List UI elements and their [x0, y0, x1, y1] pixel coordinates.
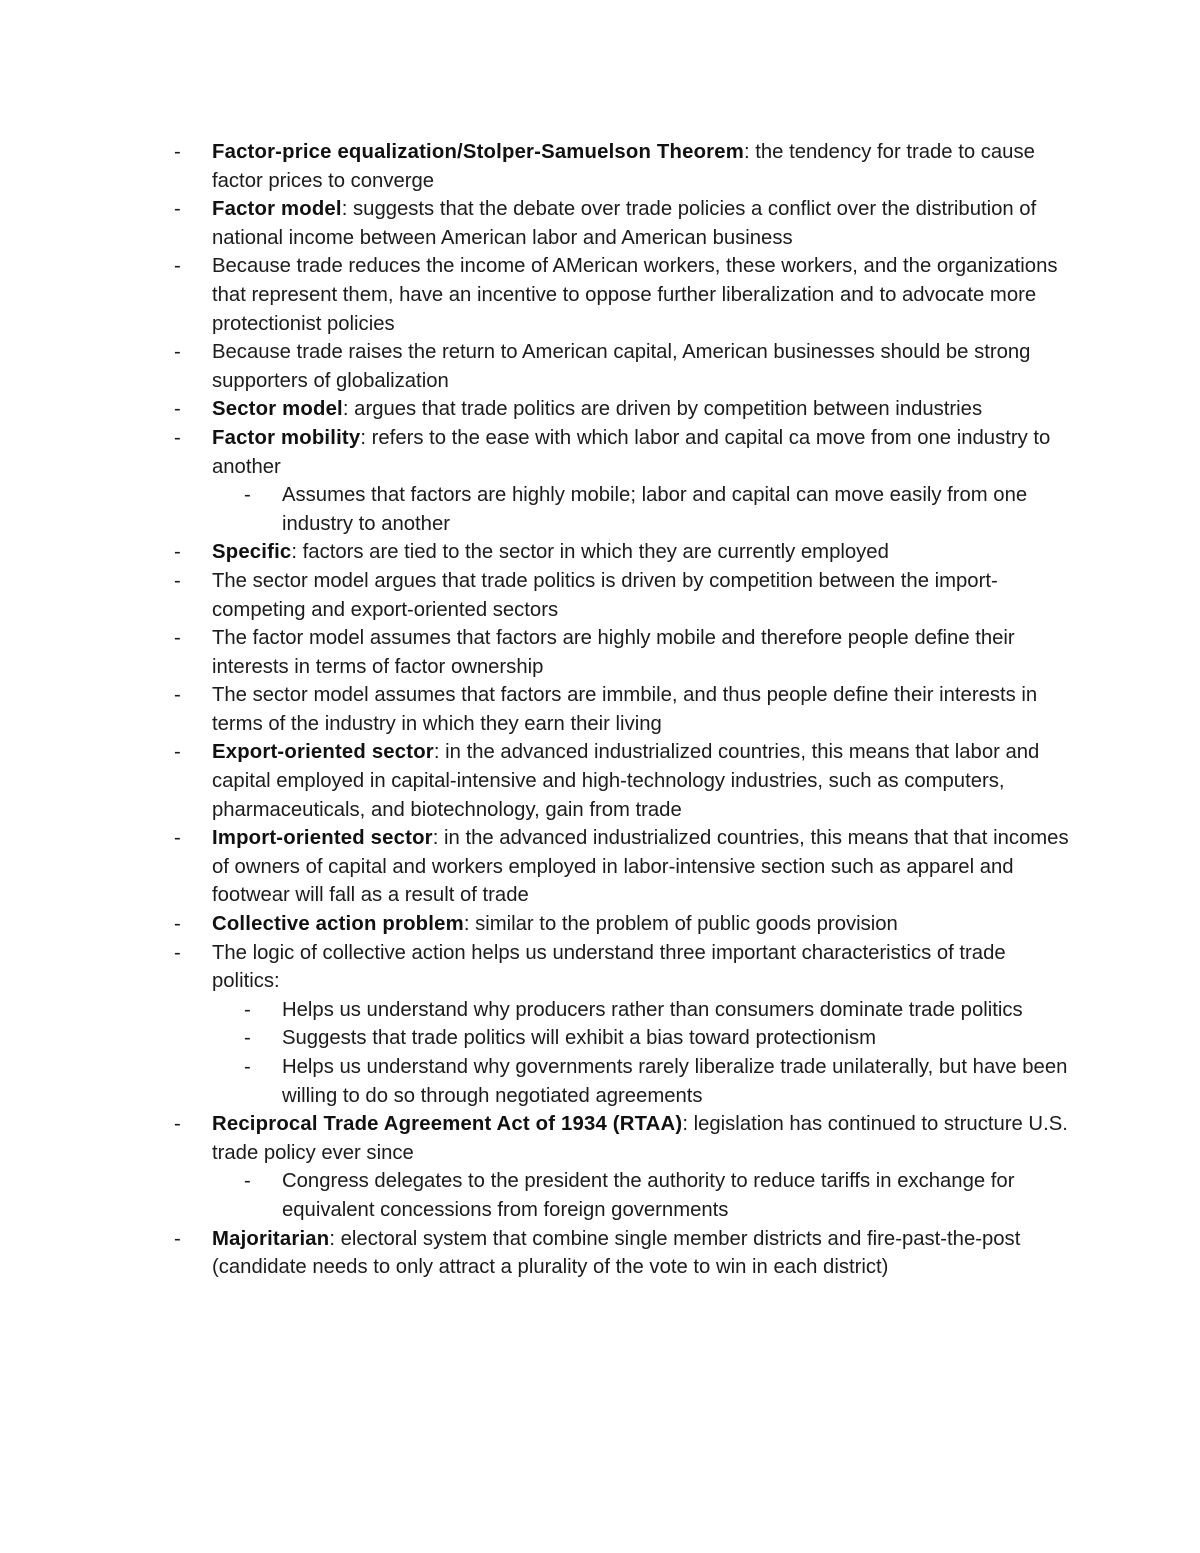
list-item — [174, 538, 1074, 567]
item-text: Congress delegates to the president the authority to reduce tariffs in exchange for equivalent concessions from foreign governments — [282, 1170, 1015, 1221]
term: Factor mobility — [212, 426, 361, 449]
dash-bullet: - — [244, 484, 251, 507]
list-item — [174, 138, 1074, 195]
item-text: Helps us understand why producers rather than consumers dominate trade politics — [282, 998, 1023, 1021]
definition: : similar to the problem of public goods provision — [463, 913, 898, 936]
term: Factor-price equalization/Stolper-Samuelson Theorem — [212, 141, 744, 163]
item-text: Suggests that trade politics will exhibit a bias toward protectionism — [282, 1027, 877, 1050]
dash-bullet: - — [174, 426, 181, 449]
list-item — [174, 195, 1074, 252]
dash-bullet: - — [174, 341, 181, 364]
term: Import-oriented sector — [212, 827, 433, 850]
item-text: The factor model assumes that factors are highly mobile and therefore people define their interests in terms of factor ownership — [212, 627, 1015, 678]
definition: : the tendency for trade to cause factor prices to converge — [212, 141, 1035, 192]
list-item — [174, 624, 1074, 681]
definition: : legislation has continued to structure U.S. trade policy ever since — [212, 1113, 1068, 1164]
sub-list-item — [174, 481, 1074, 538]
list-item — [174, 395, 1074, 424]
sub-list-item — [174, 1024, 1074, 1053]
dash-bullet: - — [174, 941, 181, 964]
dash-bullet: - — [174, 741, 181, 764]
definition: : in the advanced industrialized countries, this means that that incomes of owners of capital and workers employed in labor-intensive section such as apparel and footwear will fall as a result of trade — [212, 827, 1069, 907]
definition: : refers to the ease with which labor and capital ca move from one industry to another — [212, 426, 1051, 478]
item-text: Because trade reduces the income of AMerican workers, these workers, and the organizations that represent them, have an incentive to oppose further liberalization and to advocate more protectionist policies — [212, 255, 1058, 335]
list-item — [174, 824, 1074, 910]
item-text: The sector model argues that trade politics is driven by competition between the import-competing and export-oriented sectors — [212, 569, 998, 621]
term: Sector model — [212, 398, 343, 421]
item-text: Assumes that factors are highly mobile; labor and capital can move easily from one industry to another — [282, 484, 1028, 535]
sub-list-item — [174, 996, 1074, 1025]
term: Reciprocal Trade Agreement Act of 1934 (RTAA) — [212, 1113, 683, 1136]
term: Export-oriented sector — [212, 741, 434, 764]
notes-list — [174, 138, 1074, 1282]
dash-bullet: - — [174, 141, 181, 163]
dash-bullet: - — [174, 1113, 181, 1136]
definition: : in the advanced industrialized countries, this means that labor and capital employed in capital-intensive and high-technology industries, such as computers, pharmaceuticals, and biotechnology, gain from trade — [212, 741, 1040, 821]
list-item — [174, 567, 1074, 624]
sub-list-item — [174, 1167, 1074, 1224]
sub-list-item — [174, 1053, 1074, 1110]
term: Majoritarian — [212, 1227, 330, 1250]
dash-bullet: - — [244, 1056, 251, 1078]
list-item — [174, 939, 1074, 996]
dash-bullet: - — [244, 998, 251, 1021]
dash-bullet: - — [244, 1170, 251, 1193]
dash-bullet: - — [174, 684, 181, 707]
list-item — [174, 252, 1074, 338]
definition: : argues that trade politics are driven by competition between industries — [342, 398, 983, 421]
term: Specific — [212, 541, 292, 564]
definition: : suggests that the debate over trade policies a conflict over the distribution of national income between American labor and American business — [212, 198, 1037, 249]
dash-bullet: - — [174, 255, 181, 278]
dash-bullet: - — [174, 541, 181, 564]
dash-bullet: - — [174, 569, 181, 592]
list-item — [174, 681, 1074, 738]
dash-bullet: - — [174, 198, 181, 221]
term: Collective action problem — [212, 913, 464, 936]
dash-bullet: - — [244, 1027, 251, 1050]
item-text: The logic of collective action helps us understand three important characteristics of trade politics: — [212, 941, 1006, 993]
definition: : factors are tied to the sector in which they are currently employed — [291, 541, 889, 564]
list-item — [174, 1225, 1074, 1282]
dash-bullet: - — [174, 398, 181, 421]
list-item — [174, 910, 1074, 939]
term: Factor model — [212, 198, 342, 221]
dash-bullet: - — [174, 827, 181, 850]
item-text: Because trade raises the return to American capital, American businesses should be strong supporters of globalization — [212, 341, 1031, 392]
list-item — [174, 1110, 1074, 1167]
list-item — [174, 338, 1074, 395]
dash-bullet: - — [174, 627, 181, 650]
definition: : electoral system that combine single member districts and fire-past-the-post (candidate needs to only attract a plurality of the vote to win in each district) — [212, 1227, 1021, 1279]
item-text: Helps us understand why governments rarely liberalize trade unilaterally, but have been willing to do so through negotiated agreements — [282, 1056, 1068, 1107]
item-text: The sector model assumes that factors are immbile, and thus people define their interests in terms of the industry in which they earn their living — [212, 684, 1038, 735]
list-item — [174, 738, 1074, 824]
dash-bullet: - — [174, 1227, 181, 1250]
dash-bullet: - — [174, 913, 181, 936]
list-item — [174, 424, 1074, 481]
